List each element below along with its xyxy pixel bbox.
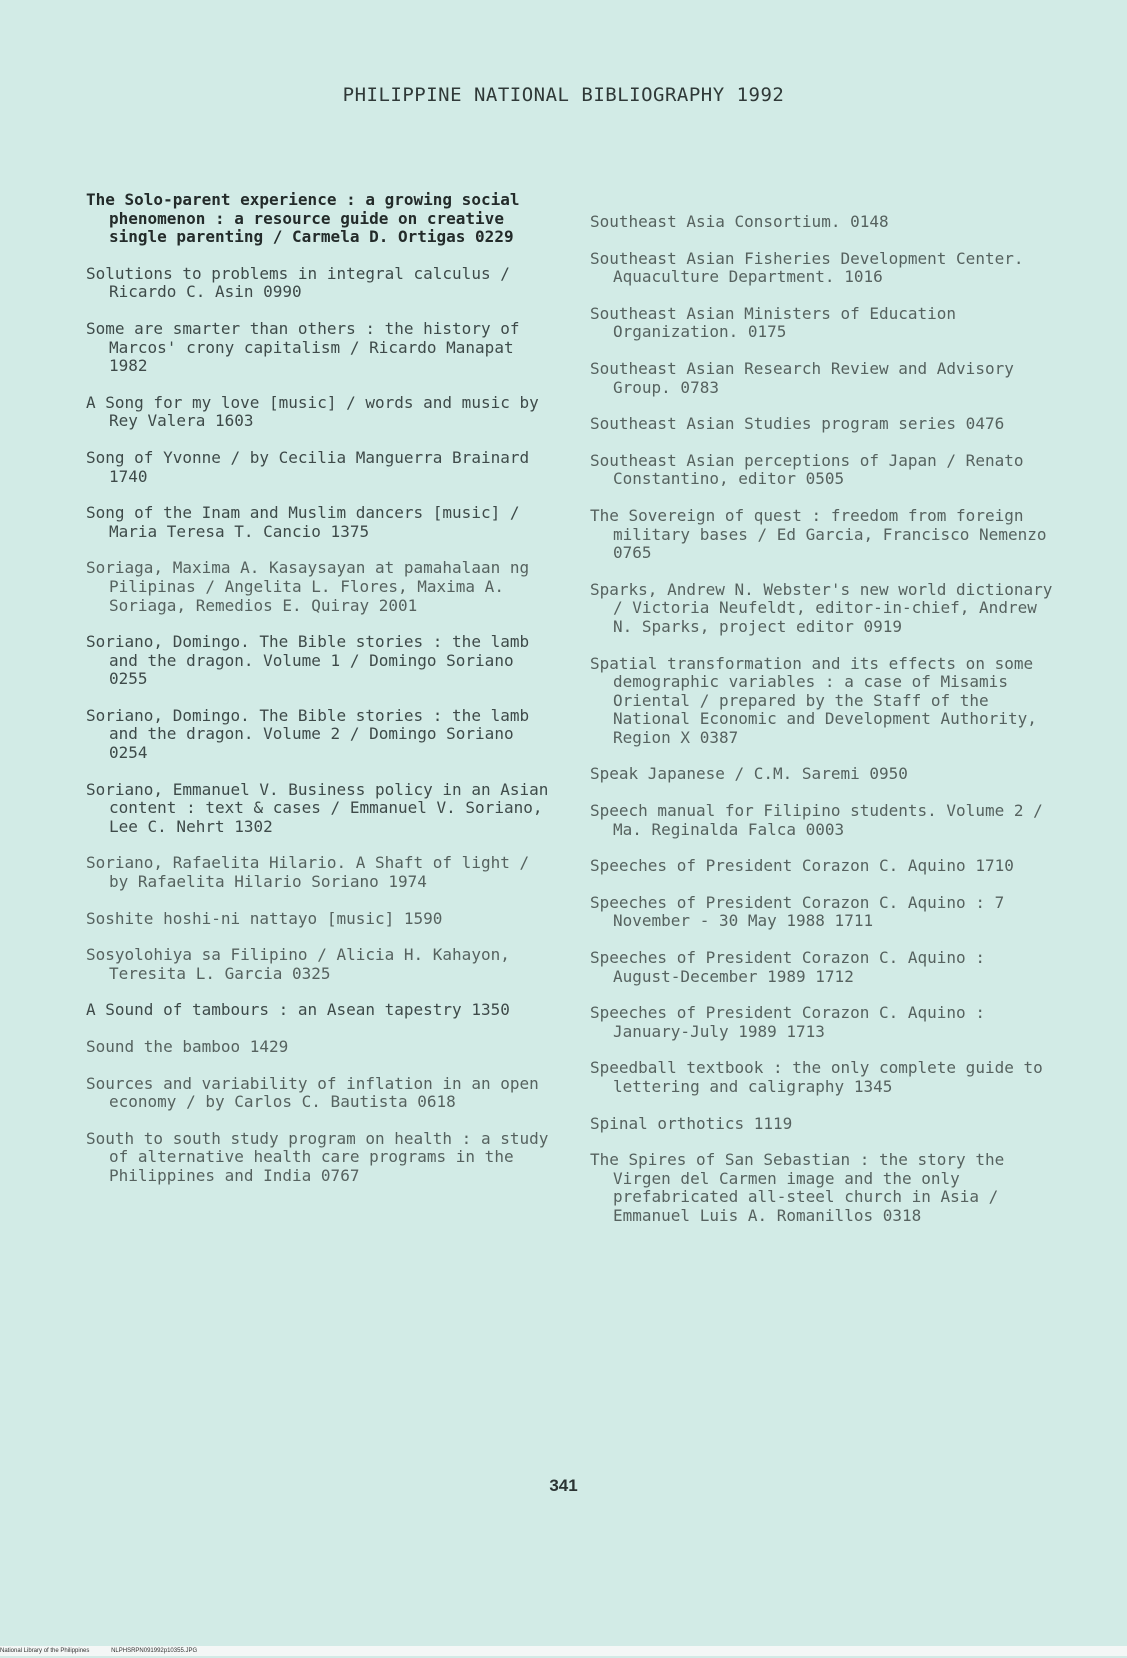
bibliography-entry: Speedball textbook : the only complete guide to lettering and caligraphy 1345 bbox=[590, 1058, 1053, 1096]
bibliography-entry: Soriaga, Maxima A. Kasaysayan at pamahalaan ng Pilipinas / Angelita L. Flores, Maxima A. Soriaga, Remedios E. Quiray 2001 bbox=[86, 558, 539, 615]
bibliography-entry: Soriano, Emmanuel V. Business policy in an Asian content : text & cases / Emmanuel V. Soriano, Lee C. Nehrt 1302 bbox=[86, 779, 559, 836]
bibliography-entry: The Sovereign of quest : freedom from foreign military bases / Ed Garcia, Francisco Nemenzo 0765 bbox=[590, 505, 1057, 563]
bibliography-entry: A Sound of tambours : an Asean tapestry 1350 bbox=[86, 1000, 510, 1020]
bibliography-entry: Soshite hoshi-ni nattayo [music] 1590 bbox=[86, 908, 443, 928]
footer-file-name: NLPHSRPN091992p10355.JPG bbox=[111, 1648, 198, 1654]
bibliography-entry: Sound the bamboo 1429 bbox=[86, 1037, 289, 1056]
bibliography-entry: A Song for my love [music] / words and music by Rey Valera 1603 bbox=[86, 392, 549, 431]
bibliography-entry: Speeches of President Corazon C. Aquino : January-July 1989 1713 bbox=[590, 1003, 995, 1041]
bibliography-entry: Speeches of President Corazon C. Aquino : August-December 1989 1712 bbox=[590, 948, 995, 986]
bibliography-entry: Southeast Asian Ministers of Education Organization. 0175 bbox=[590, 303, 966, 342]
bibliography-entry: Southeast Asia Consortium. 0148 bbox=[590, 212, 889, 231]
bibliography-entry: Speeches of President Corazon C. Aquino 1710 bbox=[590, 856, 1014, 876]
bibliography-entry: South to south study program on health : a study of alternative health care programs in the Philippines and India 0767 bbox=[86, 1128, 559, 1185]
bibliography-entry: Song of Yvonne / by Cecilia Manguerra Brainard 1740 bbox=[86, 447, 539, 486]
bibliography-entry: Spatial transformation and its effects on some demographic variables : a case of Misamis Oriental / prepared by the Staff of the National Economic and Development Authority, Region X 0387 bbox=[590, 653, 1047, 747]
bibliography-entry: Southeast Asian Research Review and Advisory Group. 0783 bbox=[590, 358, 1024, 397]
footer-library: National Library of the Philippines bbox=[0, 1648, 90, 1654]
bibliography-entry: Some are smarter than others : the history of Marcos' crony capitalism / Ricardo Manapat 1982 bbox=[86, 318, 530, 376]
bibliography-entry: Sources and variability of inflation in an open economy / by Carlos C. Bautista 0618 bbox=[86, 1073, 549, 1112]
bibliography-entry: Southeast Asian Studies program series 0476 bbox=[590, 414, 1005, 434]
bibliography-entry: The Solo-parent experience : a growing social phenomenon : a resource guide on creative single parenting / Carmela D. Ortigas 0229 bbox=[86, 190, 530, 247]
bibliography-entry: Soriano, Domingo. The Bible stories : the lamb and the dragon. Volume 2 / Domingo Soriano 0254 bbox=[86, 705, 539, 763]
left-column bbox=[86, 190, 559, 1204]
bibliography-entry: Sosyolohiya sa Filipino / Alicia H. Kahayon, Teresita L. Garcia 0325 bbox=[86, 945, 520, 983]
bibliography-entry: Soriano, Rafaelita Hilario. A Shaft of light / by Rafaelita Hilario Soriano 1974 bbox=[86, 853, 539, 892]
bibliography-entry: Spinal orthotics 1119 bbox=[590, 1113, 793, 1133]
page-number: 341 bbox=[549, 1476, 578, 1495]
bibliography-entry: Speech manual for Filipino students. Volume 2 / Ma. Reginalda Falca 0003 bbox=[590, 801, 1053, 839]
bibliography-entry: Solutions to problems in integral calculus / Ricardo C. Asin 0990 bbox=[86, 263, 520, 302]
scan-footer bbox=[0, 1646, 1127, 1656]
page-title: PHILIPPINE NATIONAL BIBLIOGRAPHY 1992 bbox=[342, 84, 785, 106]
bibliography-entry: Song of the Inam and Muslim dancers [music] / Maria Teresa T. Cancio 1375 bbox=[86, 503, 530, 541]
bibliography-entry: Soriano, Domingo. The Bible stories : the lamb and the dragon. Volume 1 / Domingo Soriano 0255 bbox=[86, 632, 539, 689]
bibliography-entry: Sparks, Andrew N. Webster's new world dictionary / Victoria Neufeldt, editor-in-chief, Andrew N. Sparks, project editor 0919 bbox=[590, 579, 1063, 636]
bibliography-entry: Southeast Asian perceptions of Japan / Renato Constantino, editor 0505 bbox=[590, 450, 1034, 489]
bibliography-entry: Speak Japanese / C.M. Saremi 0950 bbox=[590, 764, 908, 784]
bibliography-entry: Southeast Asian Fisheries Development Center. Aquaculture Department. 1016 bbox=[590, 248, 1034, 287]
bibliography-entry: Speeches of President Corazon C. Aquino : 7 November - 30 May 1988 1711 bbox=[590, 892, 1014, 931]
bibliography-entry: The Spires of San Sebastian : the story the Virgen del Carmen image and the only prefabricated all-steel church in Asia / Emmanuel Luis A. Romanillos 0318 bbox=[590, 1150, 1014, 1225]
right-column bbox=[590, 212, 1063, 1244]
